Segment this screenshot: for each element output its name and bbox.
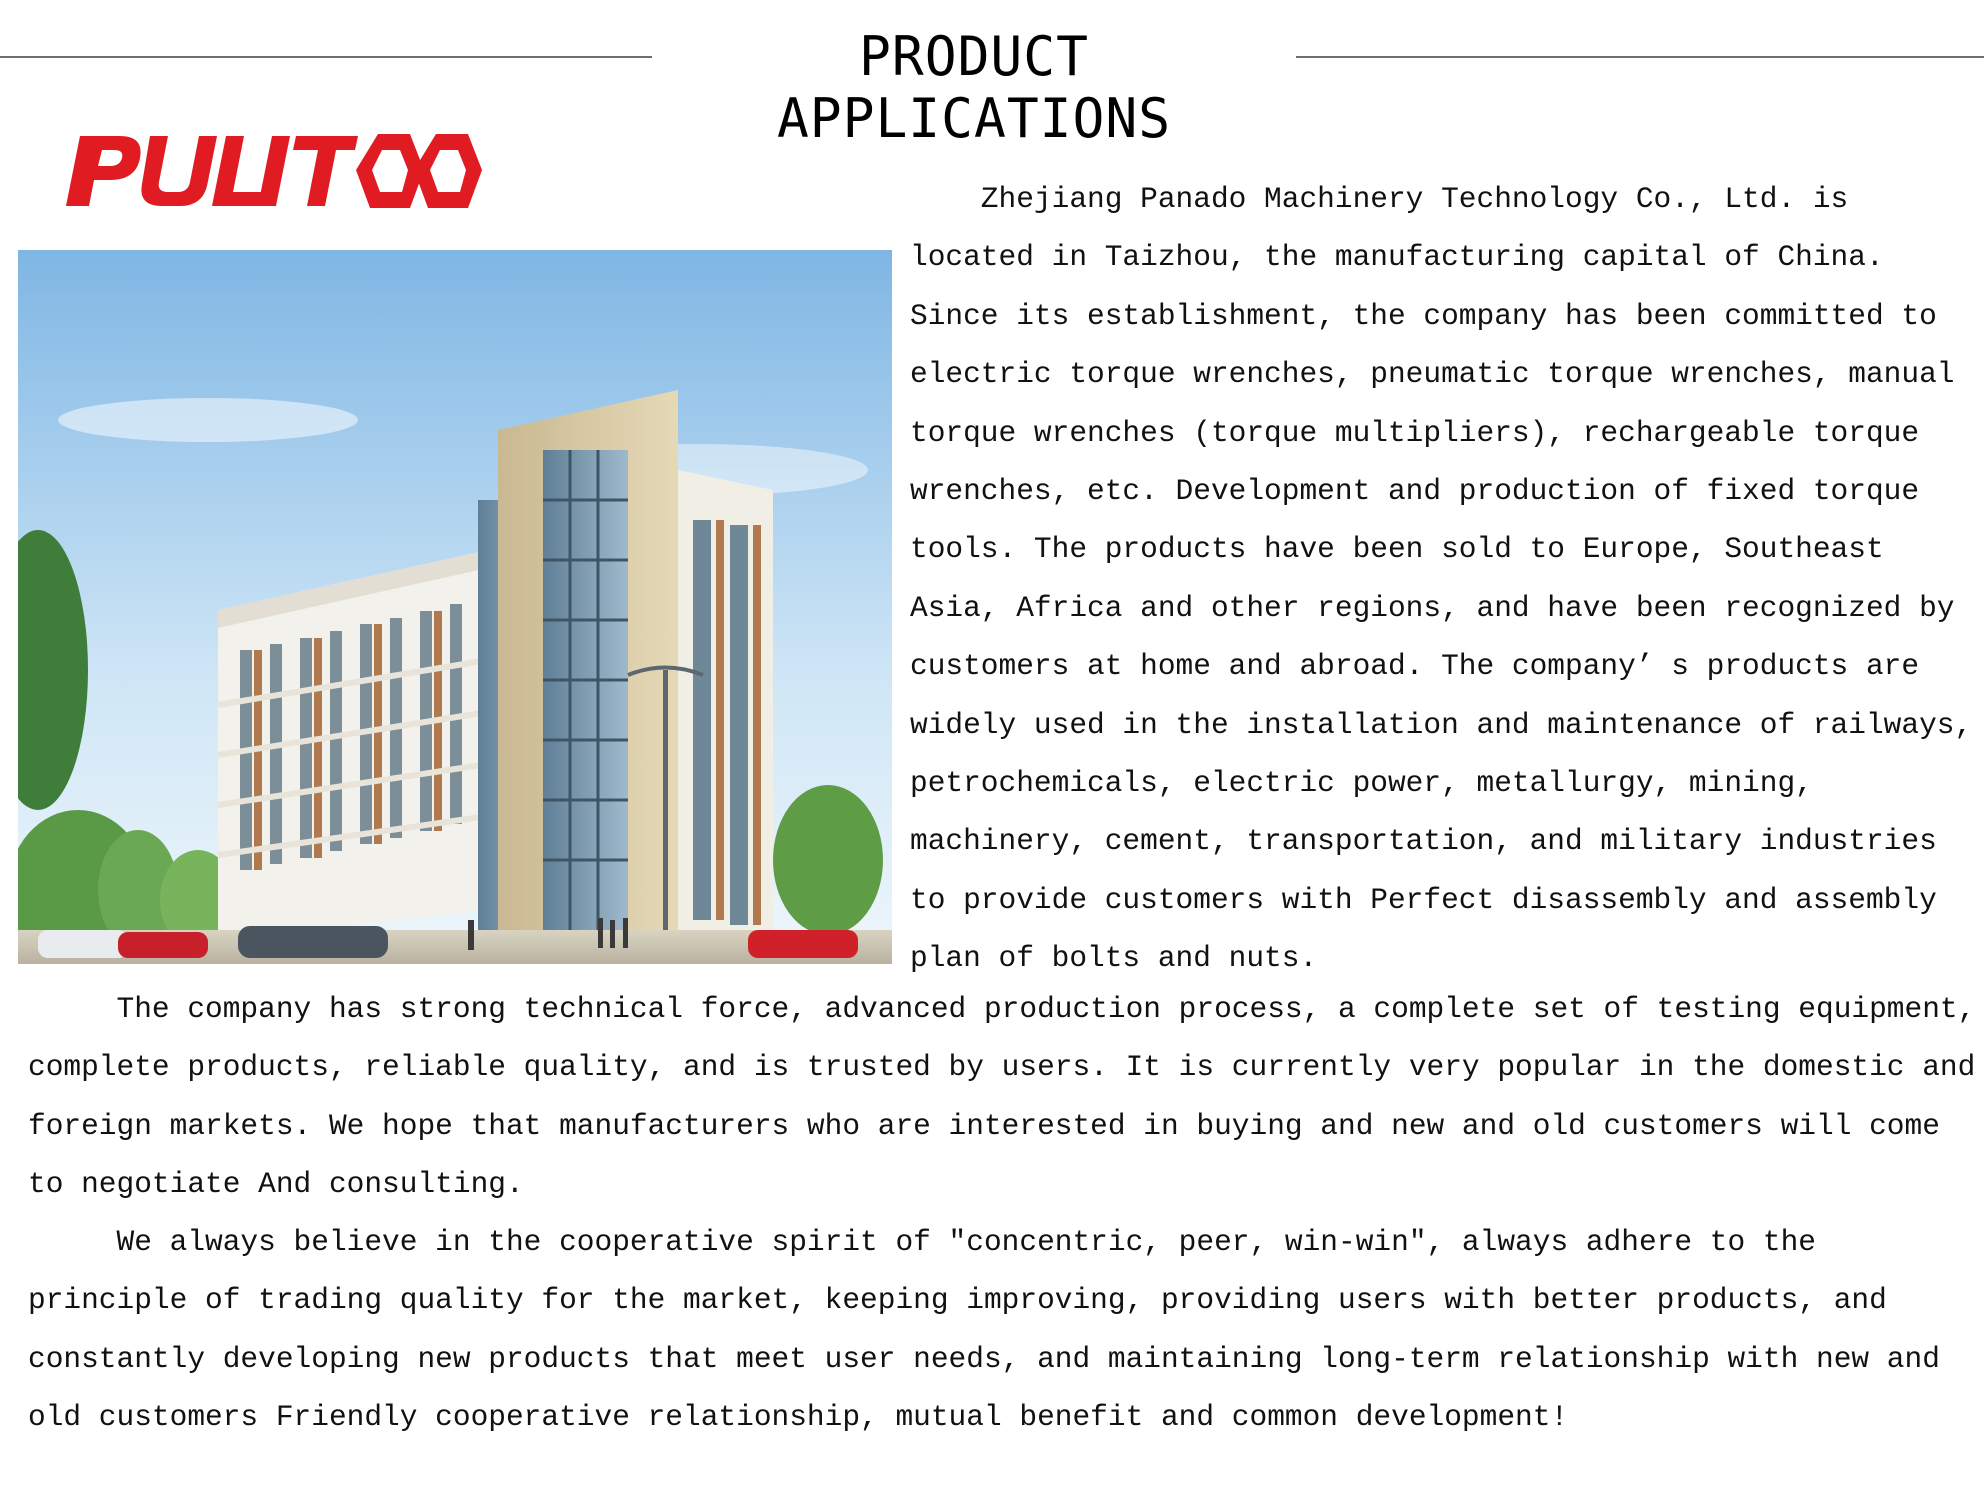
text-line: to negotiate And consulting. (28, 1167, 524, 1202)
text-line: torque wrenches (torque multipliers), rechargeable torque (910, 415, 1920, 450)
text-line: foreign markets. We hope that manufacturers who are interested in buying and new and old customers will come (28, 1108, 1940, 1143)
text-line: wrenches, etc. Development and production of fixed torque (910, 473, 1920, 508)
page-title: PRODUCT APPLICATIONS (776, 25, 1172, 150)
header-rule-left (0, 56, 652, 58)
section-header (0, 18, 1984, 150)
strength-paragraph (28, 980, 1976, 1214)
text-line: located in Taizhou, the manufacturing capital of China. (910, 240, 1884, 275)
text-line: customers at home and abroad. The company’ s products are (910, 649, 1920, 684)
text-line: complete products, reliable quality, and is trusted by users. It is currently very popular in the domestic and (28, 1050, 1976, 1085)
text-line: plan of bolts and nuts. (910, 941, 1318, 976)
text-line: to provide customers with Perfect disassembly and assembly (910, 882, 1937, 917)
pulitool-logo (58, 118, 498, 216)
text-line: machinery, cement, transportation, and military industries (910, 824, 1937, 859)
text-line: constantly developing new products that meet user needs, and maintaining long-term relationship with new and (28, 1341, 1940, 1376)
header-rule-right (1296, 56, 1984, 58)
text-line: petrochemicals, electric power, metallurgy, mining, (910, 765, 1813, 800)
text-line: widely used in the installation and maintenance of railways, (910, 707, 1973, 742)
text-line: We always believe in the cooperative spirit of "concentric, peer, win-win", always adhere to the (28, 1225, 1816, 1259)
intro-paragraph (910, 170, 1973, 987)
text-line: principle of trading quality for the market, keeping improving, providing users with better products, and (28, 1283, 1887, 1318)
text-line: Since its establishment, the company has been committed to (910, 298, 1937, 333)
office-building-image (18, 250, 892, 964)
text-line: Zhejiang Panado Machinery Technology Co., Ltd. is (910, 182, 1849, 216)
text-line: The company has strong technical force, advanced production process, a complete set of testing equipment, (28, 992, 1976, 1026)
philosophy-paragraph (28, 1213, 1968, 1447)
text-line: tools. The products have been sold to Europe, Southeast (910, 532, 1884, 567)
text-line: Asia, Africa and other regions, and have been recognized by (910, 590, 1955, 625)
text-line: electric torque wrenches, pneumatic torque wrenches, manual (910, 357, 1955, 392)
text-line: old customers Friendly cooperative relationship, mutual benefit and common development! (28, 1400, 1569, 1435)
